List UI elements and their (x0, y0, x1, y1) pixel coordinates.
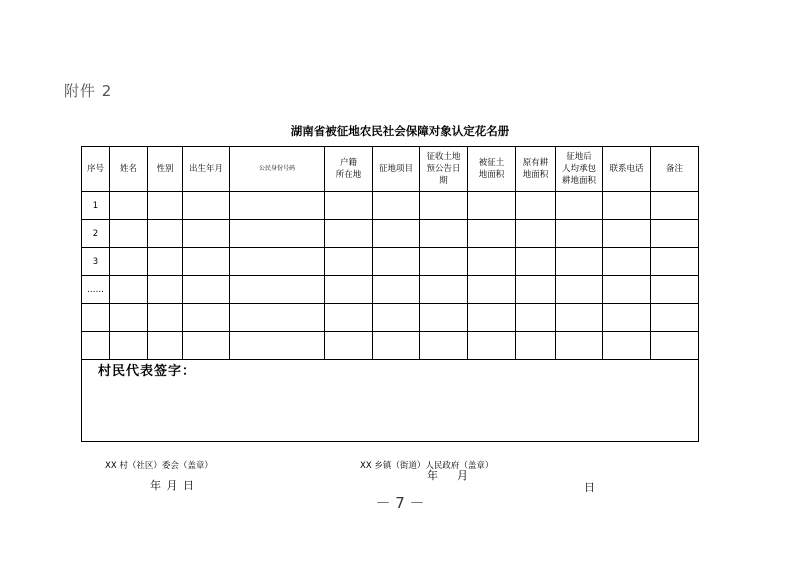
table-row (82, 332, 699, 360)
header-cell: 联系电话 (603, 147, 651, 192)
signature-row (82, 360, 699, 442)
table-row (82, 192, 699, 220)
header-cell: 公民身份号码 (230, 147, 325, 192)
row-number: 1 (82, 192, 110, 220)
header-cell: 被征土 地面积 (468, 147, 516, 192)
table-row (82, 220, 699, 248)
header-cell: 征收土地 预公告日 期 (420, 147, 468, 192)
document-title: 湖南省被征地农民社会保障对象认定花名册 (290, 124, 510, 138)
header-cell: 性别 (148, 147, 183, 192)
page-number: － 7 － (375, 494, 425, 512)
header-cell: 征地项目 (373, 147, 420, 192)
header-cell: 备注 (651, 147, 699, 192)
row-number (82, 304, 110, 332)
header-row (82, 147, 699, 192)
header-cell: 原有耕 地面积 (516, 147, 556, 192)
roster-table (81, 146, 699, 442)
table-row (82, 276, 699, 304)
township-government-seal: XX 乡镇（街道）人民政府（盖章） (360, 461, 494, 471)
village-date: 年 月 日 (150, 479, 195, 492)
table-row (82, 248, 699, 276)
attachment-label: 附件 2 (64, 82, 113, 100)
row-number: 2 (82, 220, 110, 248)
village-committee-seal: XX 村（社区）委会（盖章） (105, 461, 213, 471)
row-number: 3 (82, 248, 110, 276)
header-cell: 序号 (82, 147, 110, 192)
table-row (82, 304, 699, 332)
row-number: …… (82, 276, 110, 304)
township-date-year-month: 年 月 (427, 469, 469, 482)
signature-cell (82, 360, 699, 442)
header-cell: 户籍 所在地 (325, 147, 373, 192)
header-cell: 征地后 人均承包 耕地面积 (556, 147, 603, 192)
row-number (82, 332, 110, 360)
township-date-day: 日 (584, 481, 596, 494)
header-cell: 出生年月 (183, 147, 230, 192)
signature-label: 村民代表签字： (98, 364, 197, 379)
header-cell: 姓名 (110, 147, 148, 192)
